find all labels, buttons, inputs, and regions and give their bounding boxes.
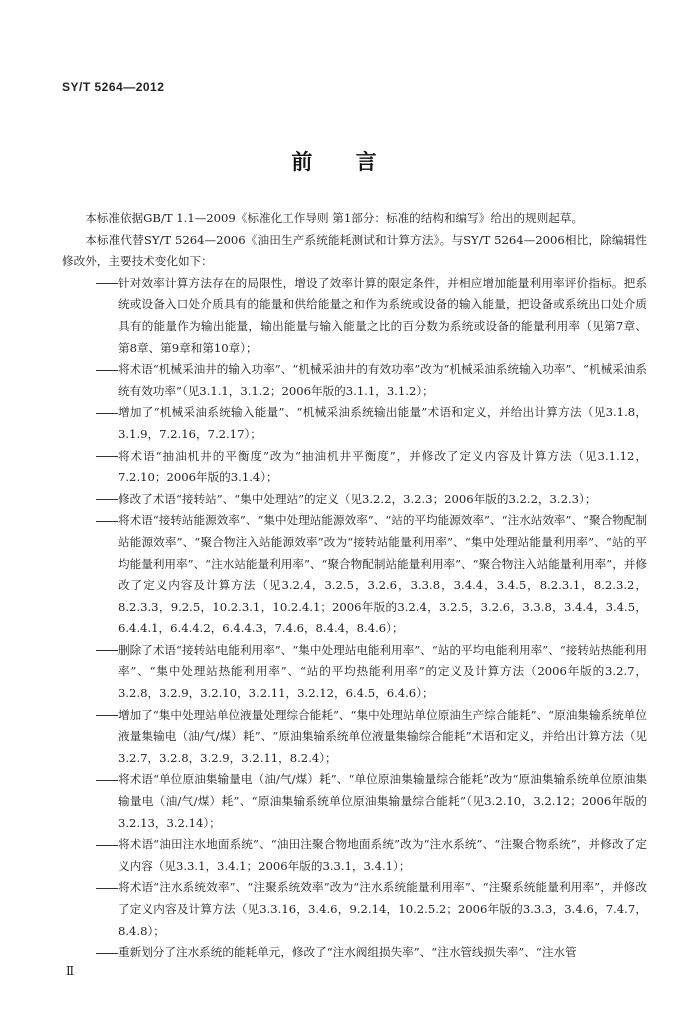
intro-paragraph: 本标准代替SY/T 5264—2006《油田生产系统能耗测试和计算方法》。与SY/T 5264—2006相比，除编辑性修改外，主要技术变化如下：: [62, 232, 647, 269]
dash-marker: [96, 888, 118, 889]
standard-code: SY/T 5264—2012: [62, 80, 165, 94]
page-title: 前 言: [291, 150, 395, 174]
change-item: [62, 489, 647, 511]
dash-marker: [96, 283, 118, 284]
change-item-text: 重新划分了注水系统的能耗单元，修改了“注水阀组损失率”、“注水管线损失率”、“注水管: [118, 945, 577, 960]
change-item: [62, 877, 647, 942]
dash-marker: [96, 499, 118, 500]
change-item-text: 增加了“机械采油系统输入能量”、“机械采油系统输出能量”术语和定义，并给出计算方法（见3.1.8，3.1.9，7.2.16，7.2.17）；: [118, 405, 647, 441]
change-item-text: 将术语“注水系统效率”、“注聚系统效率”改为“注水系统能量利用率”、“注聚系统能量利用率”，并修改了定义内容及计算方法（见3.3.16，3.4.6，9.2.14，10.2.5.2；2006年版的3.3.3，3.4.6，7.4.7，8.4.8）；: [118, 880, 647, 938]
change-item: [62, 402, 647, 445]
change-item: [62, 273, 647, 359]
dash-marker: [96, 650, 118, 651]
change-item: [62, 359, 647, 402]
dash-marker: [96, 845, 118, 846]
change-item-text: 删除了术语“接转站电能利用率”、“集中处理站电能利用率”、“站的平均电能利用率”、“接转站热能利用率”、“集中处理站热能利用率”、“站的平均热能利用率”的定义及计算方法（2006年版的3.2.7，3.2.8，3.2.9，3.2.10，3.2.11，3.2.12，6.4.5，6.4.6）；: [118, 642, 647, 701]
document-body: [62, 208, 647, 964]
change-item-text: 增加了“集中处理站单位液量处理综合能耗”、“集中处理站单位原油生产综合能耗”、“原油集输系统单位液量集输电（油/气/煤）耗”、“原油集输系统单位液量集输综合能耗”术语和定义，并给出计算方法（见3.2.7，3.2.8，3.2.9，3.2.11，8.2.4）；: [118, 707, 647, 765]
dash-marker: [96, 370, 118, 371]
change-item-text: 将术语“单位原油集输量电（油/气/煤）耗”、“单位原油集输量综合能耗”改为“原油集输系统单位原油集输量电（油/气/煤）耗”、“原油集输系统单位原油集输量综合能耗”（见3.2.10，3.2.12；2006年版的3.2.13，3.2.14）；: [118, 772, 647, 830]
dash-marker: [96, 413, 118, 414]
dash-marker: [96, 780, 118, 781]
dash-marker: [96, 715, 118, 716]
dash-marker: [96, 521, 118, 522]
intro-paragraph: 本标准依据GB/T 1.1—2009《标准化工作导则 第1部分：标准的结构和编写》给出的规则起草。: [85, 211, 584, 225]
change-item-text: 将术语“油田注水地面系统”、“油田注聚合物地面系统”改为“注水系统”、“注聚合物系统”，并修改了定义内容（见3.3.1，3.4.1；2006年版的3.3.1，3.4.1）；: [118, 837, 647, 873]
change-item: [62, 446, 647, 489]
change-item: [62, 640, 647, 705]
dash-marker: [96, 953, 118, 954]
change-item: [62, 705, 647, 770]
change-item: [62, 769, 647, 834]
change-item: [62, 942, 647, 964]
change-item: [62, 510, 647, 640]
dash-marker: [96, 456, 118, 457]
change-item-text: 将术语“接转站能源效率”、“集中处理站能源效率”、“站的平均能源效率”、“注水站效率”、“聚合物配制站能源效率”、“聚合物注入站能源效率”改为“接转站能量利用率”、“集中处理站能量利用率”、“站的平均能量利用率”、“注水站能量利用率”、“聚合物配制站能量利用率”、“聚合物注入站能量利用率”，并修改了定义内容及计算方法（见3.2.4，3.2.5，3.2.6，3.3.8，3.4.4，3.4.5，8.2.3.1，8.2.3.2，8.2.3.3，9.2.5，10.2.3.1，10.2.4.1；2006年版的3.2.4，3.2.5，3.2.6，3.3.8，3.4.4，3.4.5，6.4.4.1，6.4.4.2，6.4.4.3，7.4.6，8.4.4，8.4.6）；: [118, 513, 647, 636]
change-item: [62, 834, 647, 877]
change-item-text: 针对效率计算方法存在的局限性，增设了效率计算的限定条件，并相应增加能量利用率评价指标。把系统或设备入口处介质具有的能量和供给能量之和作为系统或设备的输入能量，把设备或系统出口处介质具有的能量作为输出能量，输出能量与输入能量之比的百分数为系统或设备的能量利用率（见第7章、第8章、第9章和第10章）；: [118, 275, 647, 355]
change-item-text: 将术语“机械采油井的输入功率”、“机械采油井的有效功率”改为“机械采油系统输入功率”、“机械采油系统有效功率”（见3.1.1，3.1.2；2006年版的3.1.1，3.1.2）；: [118, 362, 647, 398]
change-item-text: 修改了术语“接转站”、“集中处理站”的定义（见3.2.2，3.2.3；2006年版的3.2.2，3.2.3）；: [118, 491, 597, 506]
change-item-text: 将术语“抽油机井的平衡度”改为“抽油机井平衡度”，并修改了定义内容及计算方法（见3.1.12，7.2.10；2006年版的3.1.4）；: [118, 448, 647, 485]
page-number: Ⅱ: [66, 964, 75, 978]
